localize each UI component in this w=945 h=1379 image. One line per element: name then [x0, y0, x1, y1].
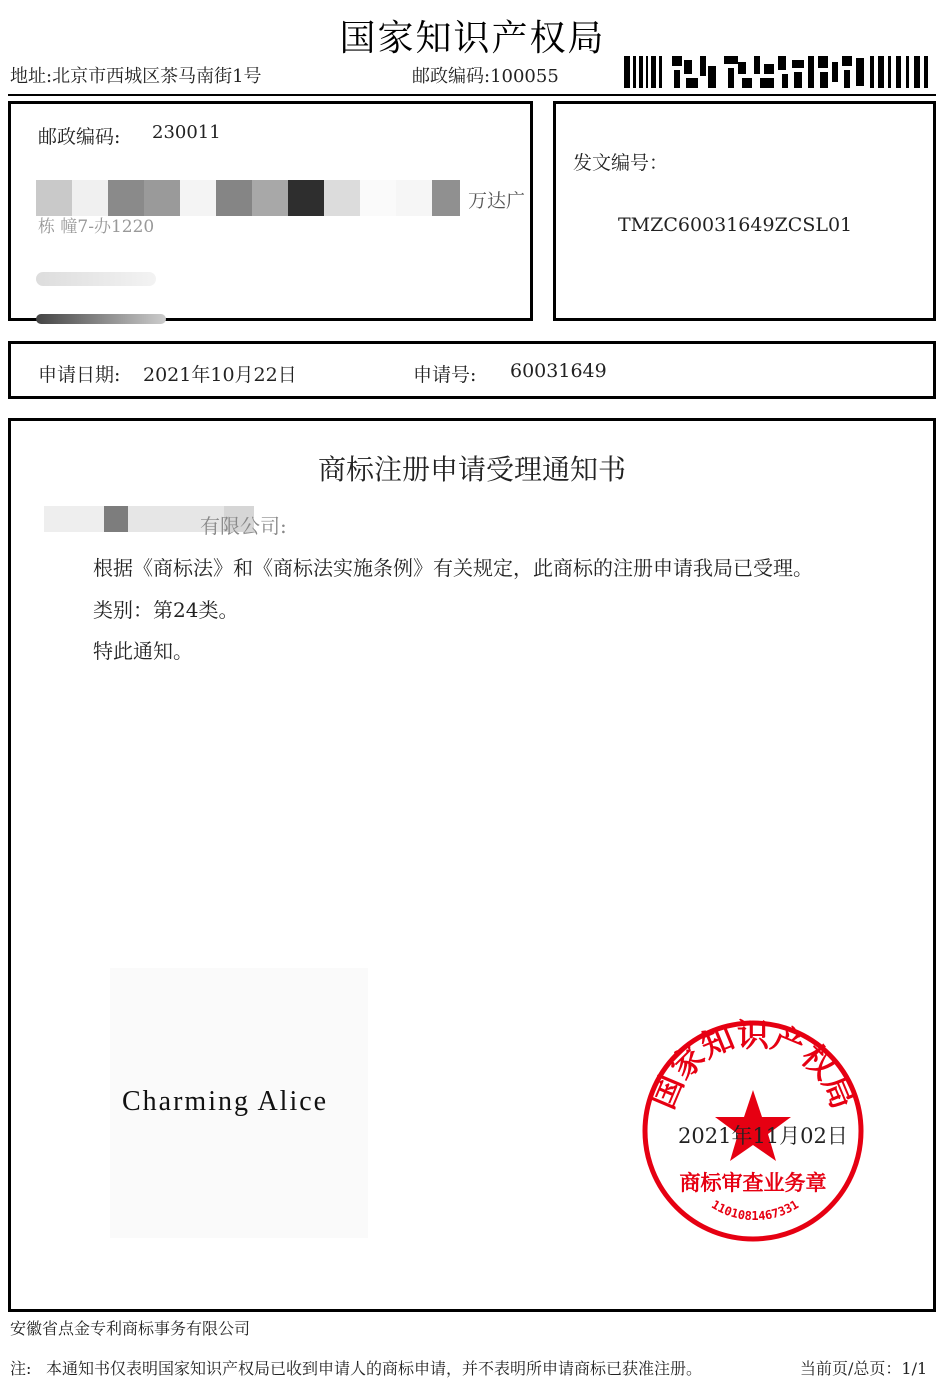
- seal-outer-text: 国家知识产权局: [643, 1018, 863, 1115]
- svg-text:1101081467331: [709, 1197, 801, 1223]
- seal-inner-text: 商标审查业务章: [679, 1171, 827, 1195]
- trademark-text: Charming Alice: [122, 1086, 329, 1117]
- notice-closing: 特此通知。: [93, 639, 193, 663]
- notice-title: 商标注册申请受理通知书: [317, 453, 626, 486]
- application-number-value: 60031649: [510, 360, 607, 382]
- page-indicator: 当前页/总页：1/1: [800, 1359, 928, 1378]
- notice-body: 根据《商标法》和《商标法实施条例》有关规定，此商标的注册申请我局已受理。: [93, 556, 813, 580]
- office-address: 地址:北京市西城区茶马南街1号: [10, 66, 262, 87]
- recipient-postcode-label: 邮政编码:: [38, 126, 121, 148]
- recipient-postcode-value: 230011: [152, 122, 221, 143]
- notice-class: 类别：第24类。: [93, 598, 239, 622]
- header-rule: [8, 94, 936, 96]
- recipient-address-fragment: 万达广: [468, 190, 526, 212]
- application-number-label: 申请号:: [413, 364, 477, 386]
- doc-number-box: [553, 101, 936, 321]
- barcode-icon: [624, 56, 930, 88]
- addressee-suffix: 有限公司:: [200, 514, 287, 538]
- seal-code: 1101081467331: [709, 1197, 801, 1224]
- footer-note-label: 注:: [10, 1359, 32, 1378]
- redacted-address-mosaic: [36, 180, 460, 216]
- redacted-shadow-line: [36, 314, 166, 324]
- doc-number-label: 发文编号：: [573, 152, 669, 174]
- office-postcode: 邮政编码:100055: [412, 66, 559, 87]
- redacted-name-line: [36, 272, 156, 286]
- doc-number-value: TMZC60031649ZCSL01: [618, 214, 853, 236]
- application-date-label: 申请日期:: [38, 364, 121, 386]
- recipient-address-line2: 栋 幢7-办1220: [38, 217, 155, 237]
- office-title: 国家知识产权局: [339, 18, 606, 59]
- footer-note: 本通知书仅表明国家知识产权局已收到申请人的商标申请，并不表明所申请商标已获准注册。: [46, 1359, 703, 1378]
- issue-date: 2021年11月02日: [678, 1124, 848, 1148]
- agency-name: 安徽省点金专利商标事务有限公司: [10, 1319, 251, 1338]
- application-date-value: 2021年10月22日: [143, 364, 297, 386]
